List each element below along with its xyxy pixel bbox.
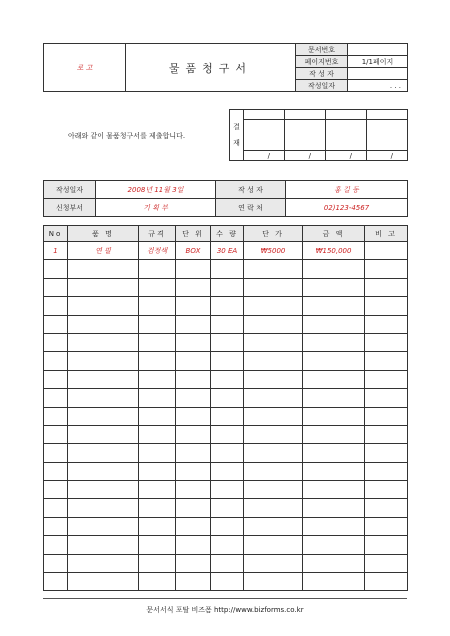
table-cell: [68, 425, 139, 443]
table-row: [44, 573, 408, 591]
table-cell: [303, 315, 365, 333]
info-table: [43, 180, 408, 217]
items-header-cell: 단 가: [244, 226, 303, 242]
table-cell: [176, 573, 211, 591]
table-cell: [68, 444, 139, 462]
table-cell: [244, 536, 303, 554]
table-cell: [244, 370, 303, 388]
table-cell: [44, 352, 68, 370]
table-cell: [176, 407, 211, 425]
table-row: [44, 517, 408, 535]
table-cell: [303, 573, 365, 591]
approval-title-3: [326, 110, 367, 120]
table-cell: [244, 573, 303, 591]
table-cell: [365, 425, 408, 443]
table-cell: [244, 499, 303, 517]
table-cell: [44, 517, 68, 535]
table-cell: [176, 389, 211, 407]
table-cell: [139, 481, 176, 499]
table-cell: [44, 425, 68, 443]
table-cell: [303, 370, 365, 388]
table-cell: [244, 389, 303, 407]
table-row: [44, 444, 408, 462]
table-cell: [303, 554, 365, 572]
table-cell: [365, 536, 408, 554]
table-cell: [44, 407, 68, 425]
table-cell: [244, 315, 303, 333]
dept-label: 신청부서: [44, 199, 96, 217]
logo-placeholder: 로 고: [44, 44, 126, 92]
table-cell: [176, 352, 211, 370]
items-header-cell: 규격: [139, 226, 176, 242]
table-cell: [44, 481, 68, 499]
table-cell: [365, 481, 408, 499]
table-cell: [176, 481, 211, 499]
table-cell: [176, 278, 211, 296]
table-cell: [244, 297, 303, 315]
items-table: [43, 225, 408, 591]
footer-text: 문서서식 포탈 비즈폼 http://www.bizforms.co.kr: [146, 606, 304, 614]
table-cell: [365, 260, 408, 278]
table-cell: [139, 462, 176, 480]
table-cell: [211, 462, 244, 480]
table-cell: [365, 517, 408, 535]
table-cell: [44, 315, 68, 333]
table-cell: [211, 260, 244, 278]
table-cell: [303, 462, 365, 480]
table-cell: [211, 352, 244, 370]
approval-date-3: /: [326, 151, 367, 161]
table-cell: [211, 481, 244, 499]
table-cell: [303, 260, 365, 278]
approval-label-top: 결: [233, 123, 240, 131]
meta-value-page-number: 1/1페이지: [348, 56, 408, 68]
table-cell: [365, 573, 408, 591]
table-row: [44, 260, 408, 278]
table-cell: [68, 278, 139, 296]
table-row: [44, 425, 408, 443]
table-cell: [211, 315, 244, 333]
table-cell: 1: [44, 242, 68, 260]
table-cell: [44, 573, 68, 591]
items-header-cell: 품 명: [68, 226, 139, 242]
table-cell: [303, 444, 365, 462]
table-cell: [176, 499, 211, 517]
table-cell: [244, 333, 303, 351]
table-cell: [244, 260, 303, 278]
table-cell: [139, 425, 176, 443]
table-row: [44, 315, 408, 333]
author-label: 작 성 자: [216, 181, 286, 199]
table-cell: [44, 462, 68, 480]
table-cell: [303, 517, 365, 535]
table-cell: [244, 352, 303, 370]
table-cell: [211, 297, 244, 315]
table-cell: [139, 297, 176, 315]
date-value: 2008년 11월 3일: [96, 181, 216, 199]
table-row: [44, 278, 408, 296]
table-cell: [139, 444, 176, 462]
table-cell: [68, 333, 139, 351]
items-header-cell: No: [44, 226, 68, 242]
table-cell: [176, 517, 211, 535]
table-cell: [68, 517, 139, 535]
items-header-cell: 비 고: [365, 226, 408, 242]
table-cell: [303, 425, 365, 443]
table-cell: [211, 407, 244, 425]
table-cell: [176, 462, 211, 480]
table-cell: ₩5000: [244, 242, 303, 260]
approval-date-4: /: [367, 151, 408, 161]
contact-label: 연 락 처: [216, 199, 286, 217]
items-header-row: [44, 226, 408, 242]
table-cell: [139, 536, 176, 554]
meta-value-date: . . .: [348, 80, 408, 92]
table-cell: BOX: [176, 242, 211, 260]
meta-label-page-number: 페이지번호: [296, 56, 348, 68]
table-cell: [44, 260, 68, 278]
table-cell: [211, 499, 244, 517]
table-cell: [244, 462, 303, 480]
table-cell: [365, 389, 408, 407]
table-cell: [244, 554, 303, 572]
table-cell: [68, 352, 139, 370]
table-row: [44, 370, 408, 388]
table-cell: [139, 352, 176, 370]
table-cell: [139, 315, 176, 333]
table-row: [44, 481, 408, 499]
table-cell: [44, 499, 68, 517]
table-cell: [365, 462, 408, 480]
table-cell: [303, 333, 365, 351]
meta-label-doc-number: 문서번호: [296, 44, 348, 56]
table-cell: [211, 536, 244, 554]
table-cell: [365, 499, 408, 517]
meta-label-author: 작 성 자: [296, 68, 348, 80]
table-cell: [365, 315, 408, 333]
table-cell: [211, 425, 244, 443]
table-cell: [303, 407, 365, 425]
table-cell: [211, 333, 244, 351]
intro-text: 아래와 같이 물품청구서를 제출합니다.: [68, 132, 186, 140]
table-row: [44, 554, 408, 572]
table-cell: [244, 517, 303, 535]
table-cell: [68, 389, 139, 407]
table-cell: [176, 297, 211, 315]
table-cell: [303, 389, 365, 407]
table-cell: [303, 499, 365, 517]
table-cell: [68, 407, 139, 425]
table-cell: [303, 278, 365, 296]
approval-title-1: [244, 110, 285, 120]
table-row: [44, 499, 408, 517]
table-cell: [211, 278, 244, 296]
table-cell: 30 EA: [211, 242, 244, 260]
table-cell: [211, 554, 244, 572]
table-cell: [176, 260, 211, 278]
table-cell: [44, 389, 68, 407]
table-cell: [44, 554, 68, 572]
table-cell: [244, 425, 303, 443]
table-cell: [139, 517, 176, 535]
table-cell: [365, 333, 408, 351]
table-cell: [68, 554, 139, 572]
table-cell: 연 필: [68, 242, 139, 260]
table-cell: [139, 370, 176, 388]
approval-table: [229, 109, 408, 161]
table-cell: [68, 260, 139, 278]
table-cell: [176, 554, 211, 572]
approval-sign-2: [285, 120, 326, 151]
approval-sign-1: [244, 120, 285, 151]
table-cell: [176, 536, 211, 554]
table-cell: [44, 278, 68, 296]
table-cell: [365, 278, 408, 296]
table-cell: [365, 242, 408, 260]
approval-title-2: [285, 110, 326, 120]
dept-value: 기 획 부: [96, 199, 216, 217]
table-cell: [211, 517, 244, 535]
table-cell: [365, 352, 408, 370]
table-cell: [139, 554, 176, 572]
table-cell: ₩150,000: [303, 242, 365, 260]
table-cell: [211, 573, 244, 591]
table-cell: [303, 536, 365, 554]
date-label: 작성일자: [44, 181, 96, 199]
items-header-cell: 단 위: [176, 226, 211, 242]
document-title: 물품청구서: [126, 44, 296, 92]
approval-date-1: /: [244, 151, 285, 161]
table-cell: [68, 499, 139, 517]
table-cell: [68, 481, 139, 499]
contact-value: 02)123-4567: [286, 199, 408, 217]
table-cell: [44, 297, 68, 315]
items-header-cell: 수 량: [211, 226, 244, 242]
approval-date-2: /: [285, 151, 326, 161]
table-cell: [365, 370, 408, 388]
table-cell: [303, 297, 365, 315]
table-cell: [44, 444, 68, 462]
approval-title-4: [367, 110, 408, 120]
table-cell: [68, 297, 139, 315]
table-cell: 검정색: [139, 242, 176, 260]
table-cell: [211, 389, 244, 407]
table-cell: [139, 389, 176, 407]
approval-sign-4: [367, 120, 408, 151]
approval-label-bottom: 재: [233, 139, 240, 147]
table-cell: [68, 536, 139, 554]
table-cell: [244, 481, 303, 499]
table-row: [44, 407, 408, 425]
table-row: [44, 536, 408, 554]
footer-divider: [43, 598, 407, 599]
meta-value-doc-number: [348, 44, 408, 56]
table-row: [44, 333, 408, 351]
table-cell: [139, 333, 176, 351]
table-cell: [303, 481, 365, 499]
table-cell: [139, 278, 176, 296]
meta-value-author: [348, 68, 408, 80]
table-cell: [44, 333, 68, 351]
table-row: [44, 297, 408, 315]
items-header-cell: 금 액: [303, 226, 365, 242]
table-cell: [303, 352, 365, 370]
table-cell: [68, 573, 139, 591]
table-row: [44, 462, 408, 480]
table-cell: [44, 370, 68, 388]
table-cell: [244, 444, 303, 462]
table-cell: [176, 315, 211, 333]
approval-sign-3: [326, 120, 367, 151]
approval-label: [230, 110, 244, 161]
table-cell: [365, 297, 408, 315]
header-table: [43, 43, 408, 92]
table-cell: [139, 407, 176, 425]
table-row: [44, 242, 408, 260]
table-cell: [176, 444, 211, 462]
table-cell: [44, 536, 68, 554]
table-cell: [211, 444, 244, 462]
table-cell: [139, 573, 176, 591]
table-cell: [244, 407, 303, 425]
table-cell: [176, 333, 211, 351]
table-cell: [139, 499, 176, 517]
table-row: [44, 352, 408, 370]
table-cell: [176, 370, 211, 388]
table-cell: [68, 370, 139, 388]
meta-label-date: 작성일자: [296, 80, 348, 92]
table-cell: [365, 407, 408, 425]
table-cell: [365, 554, 408, 572]
table-cell: [68, 462, 139, 480]
table-cell: [176, 425, 211, 443]
table-cell: [68, 315, 139, 333]
table-cell: [365, 444, 408, 462]
author-value: 홍 길 동: [286, 181, 408, 199]
table-row: [44, 389, 408, 407]
table-cell: [211, 370, 244, 388]
table-cell: [244, 278, 303, 296]
table-cell: [139, 260, 176, 278]
